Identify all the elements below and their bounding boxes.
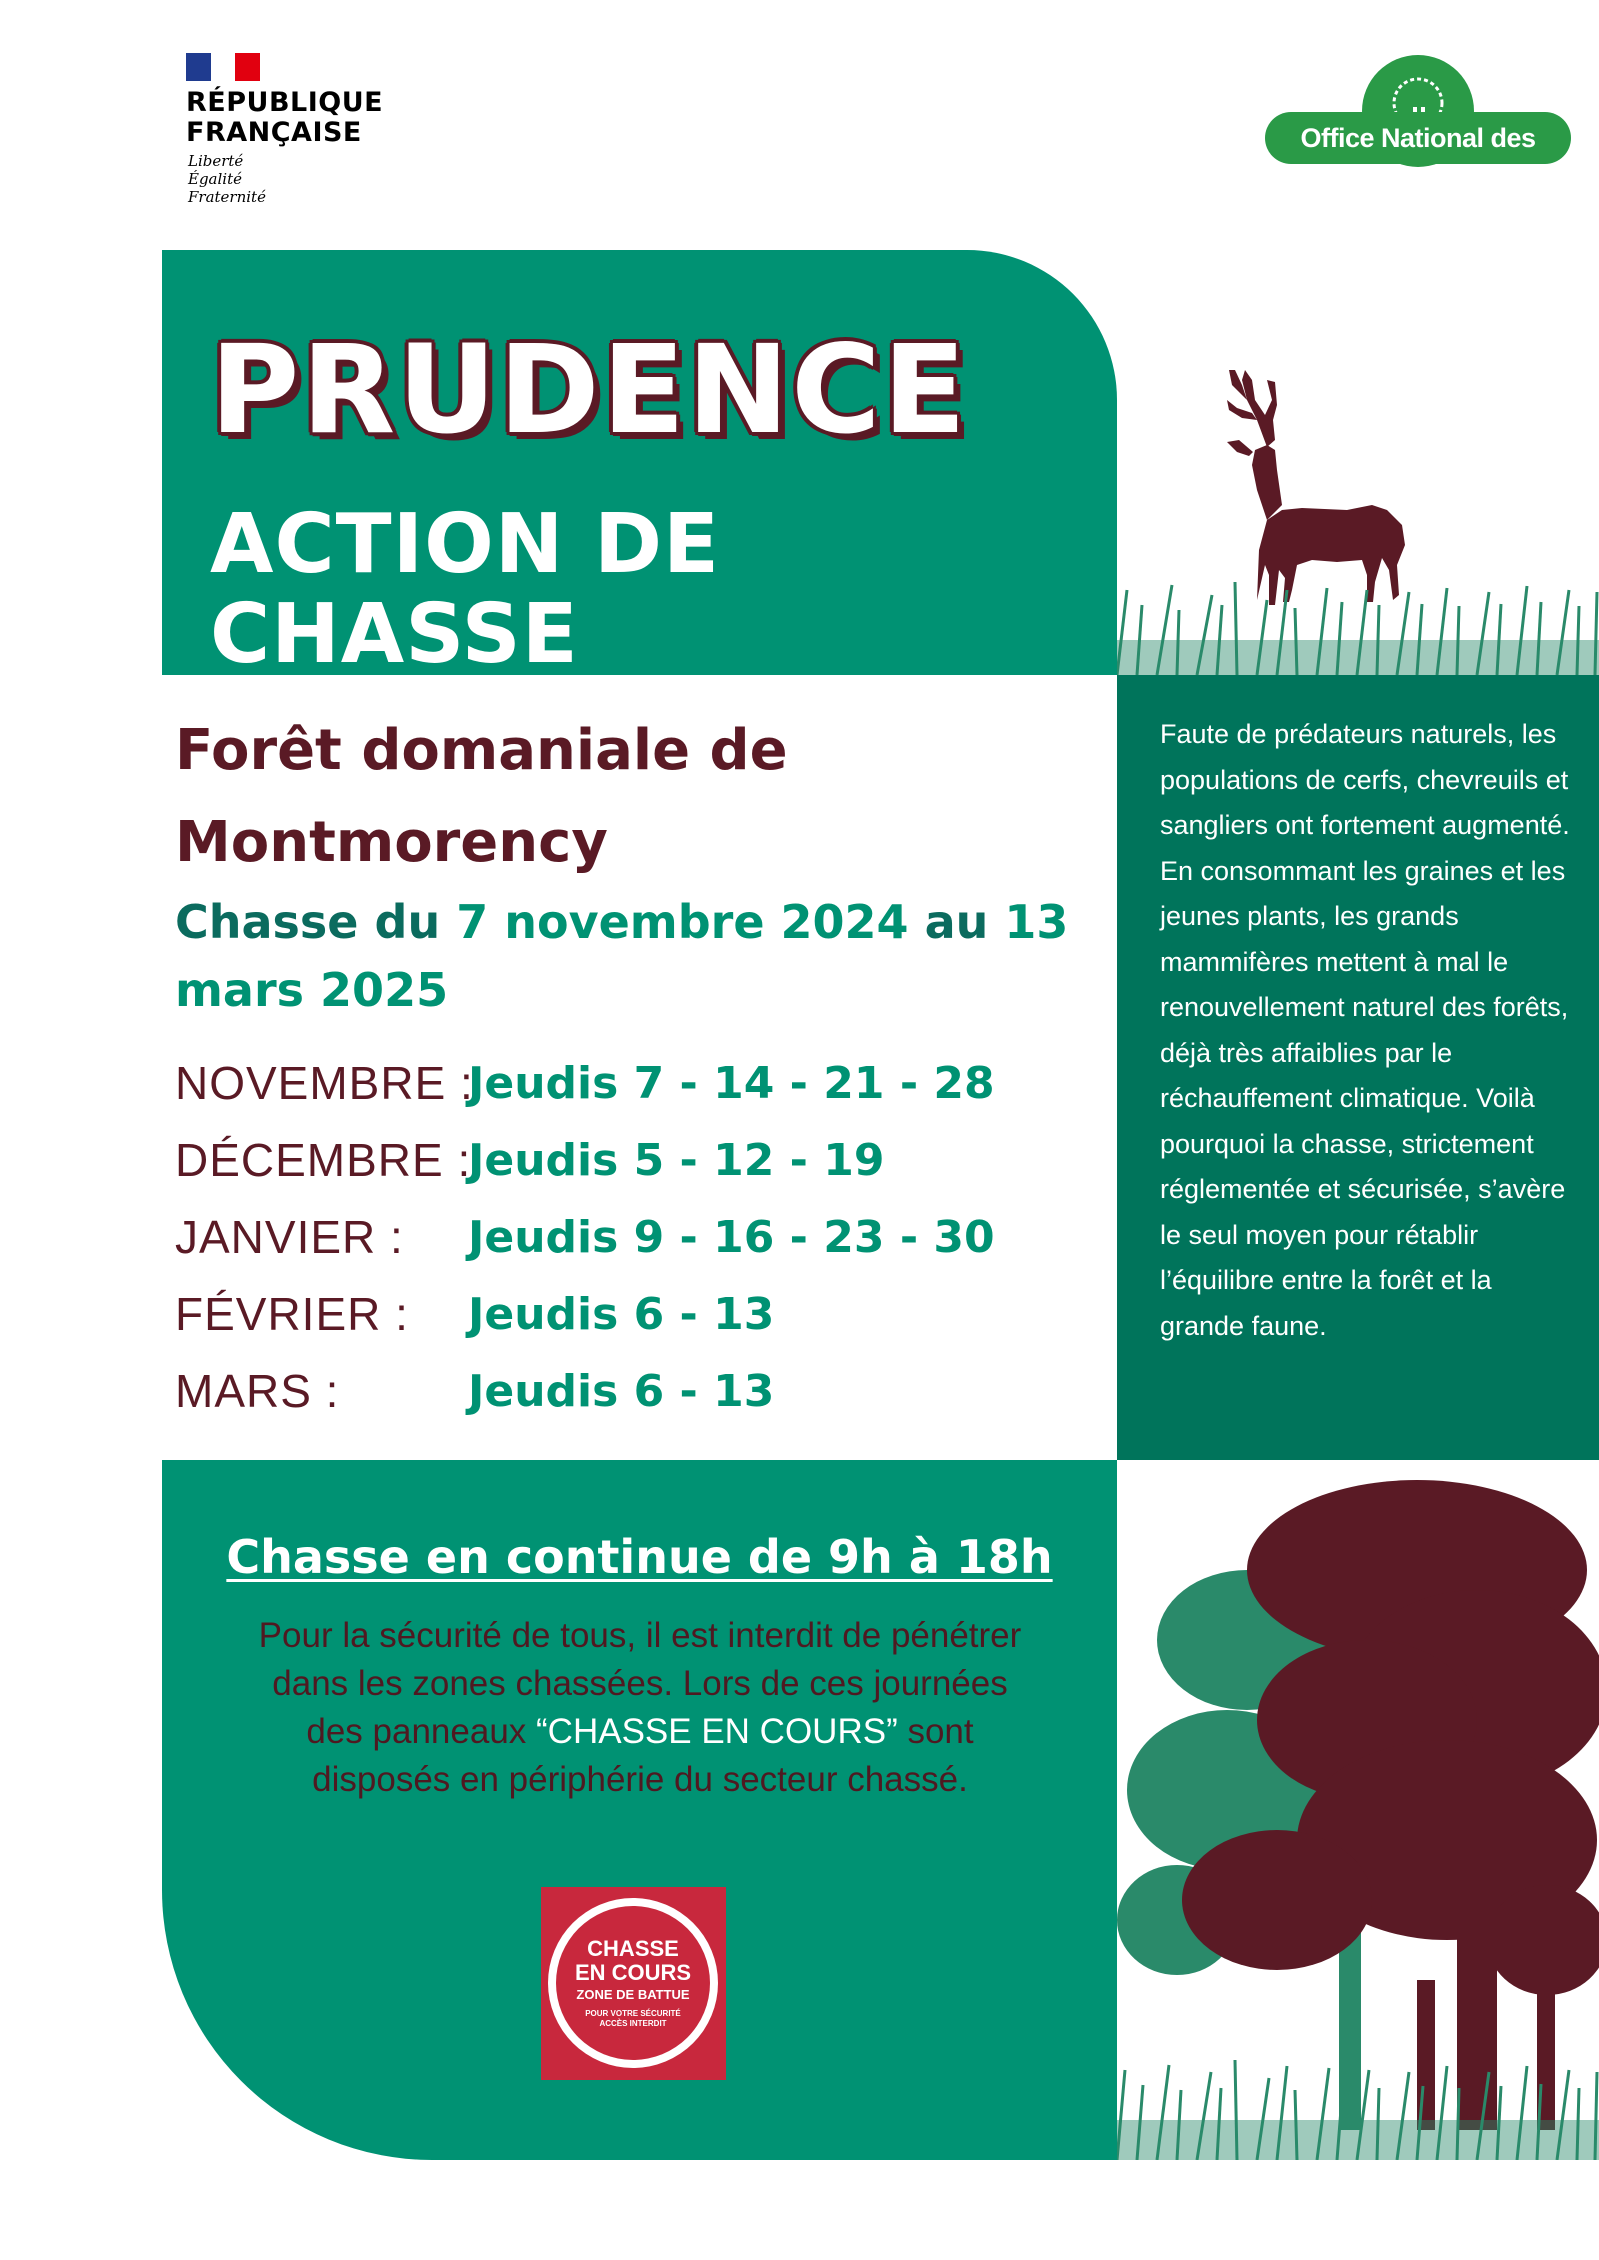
sign-line5: ACCÈS INTERDIT xyxy=(599,2019,667,2028)
sign-inner-disc xyxy=(556,1906,710,2060)
side-explanation-text: Faute de prédateurs naturels, les populations de cerfs, chevreuils et sangliers ont fortement augmenté. En consommant les graines et les jeunes plants, les grands mammifères mettent à mal le renouvellement naturel des forêts, déjà très affaiblies par le réchauffement climatique. Voilà pourquoi la chasse, strictement réglementée et sécurisée, s’avère le seul moyen pour rétablir l’équilibre entre la forêt et la grande faune. xyxy=(1160,719,1570,1341)
schedule-days: Jeudis 9 - 16 - 23 - 30 xyxy=(468,1212,995,1263)
safety-notice-part2: sont disposés en périphérie du secteur chassé. xyxy=(312,1712,974,1799)
schedule-month: JANVIER : xyxy=(175,1211,404,1263)
period-start-date: 7 novembre 2024 xyxy=(456,895,909,949)
page-title: PRUDENCE xyxy=(210,319,969,461)
safety-notice-quote: “CHASSE EN COURS” xyxy=(536,1712,898,1751)
republique-francaise-flag-icon xyxy=(186,53,260,81)
sign-line3: ZONE DE BATTUE xyxy=(576,1987,690,2002)
sign-line1: CHASSE xyxy=(587,1936,679,1961)
continuous-hunt-title: Chasse en continue de 9h à 18h xyxy=(226,1530,1053,1584)
schedule-days: Jeudis 5 - 12 - 19 xyxy=(468,1135,885,1186)
period-lead: Chasse du xyxy=(175,895,457,949)
schedule-row xyxy=(175,1122,1075,1199)
rf-name-line2: FRANÇAISE xyxy=(186,117,362,148)
schedule-row xyxy=(175,1199,1075,1276)
schedule-days: Jeudis 6 - 13 xyxy=(468,1289,775,1340)
schedule-days: Jeudis 7 - 14 - 21 - 28 xyxy=(468,1058,995,1109)
rf-name-line1: RÉPUBLIQUE xyxy=(186,87,384,118)
forest-name-line1: Forêt domaniale de xyxy=(175,718,788,783)
deer-illustration-icon xyxy=(1117,320,1599,675)
tree-illustration-icon xyxy=(1117,1460,1599,2160)
schedule-month: NOVEMBRE : xyxy=(175,1057,474,1109)
rf-motto-liberte: Liberté xyxy=(188,152,244,170)
safety-notice-part1: Pour la sécurité de tous, il est interdit de pénétrer dans les zones chassées. Lors de ces journées des panneaux xyxy=(258,1616,1022,1751)
schedule-days: Jeudis 6 - 13 xyxy=(468,1366,775,1417)
schedule-row xyxy=(175,1045,1075,1122)
schedule-month: FÉVRIER : xyxy=(175,1288,409,1340)
schedule-month: MARS : xyxy=(175,1365,340,1417)
period-end-date: 13 mars 2025 xyxy=(175,895,1069,1017)
page-subtitle: ACTION DE CHASSE xyxy=(210,497,721,682)
schedule-row xyxy=(175,1276,1075,1353)
onf-logo: Office National des Forêts xyxy=(1265,112,1571,164)
forest-name xyxy=(175,705,935,889)
schedule-month: DÉCEMBRE : xyxy=(175,1134,472,1186)
rf-motto-fraternite: Fraternité xyxy=(188,188,266,206)
hunting-period xyxy=(175,888,1075,1024)
safety-notice xyxy=(240,1612,1040,1804)
schedule-row xyxy=(175,1353,1075,1430)
republique-francaise-logo xyxy=(186,88,406,148)
rf-motto-egalite: Égalité xyxy=(188,170,242,188)
forest-name-line2: Montmorency xyxy=(175,810,608,875)
hunting-schedule xyxy=(175,1045,1075,1430)
rf-motto xyxy=(188,152,308,206)
sign-line4: POUR VOTRE SÉCURITÉ xyxy=(585,2009,681,2018)
period-middle: au xyxy=(908,895,1005,949)
sign-line2: EN COURS xyxy=(574,1960,692,1985)
